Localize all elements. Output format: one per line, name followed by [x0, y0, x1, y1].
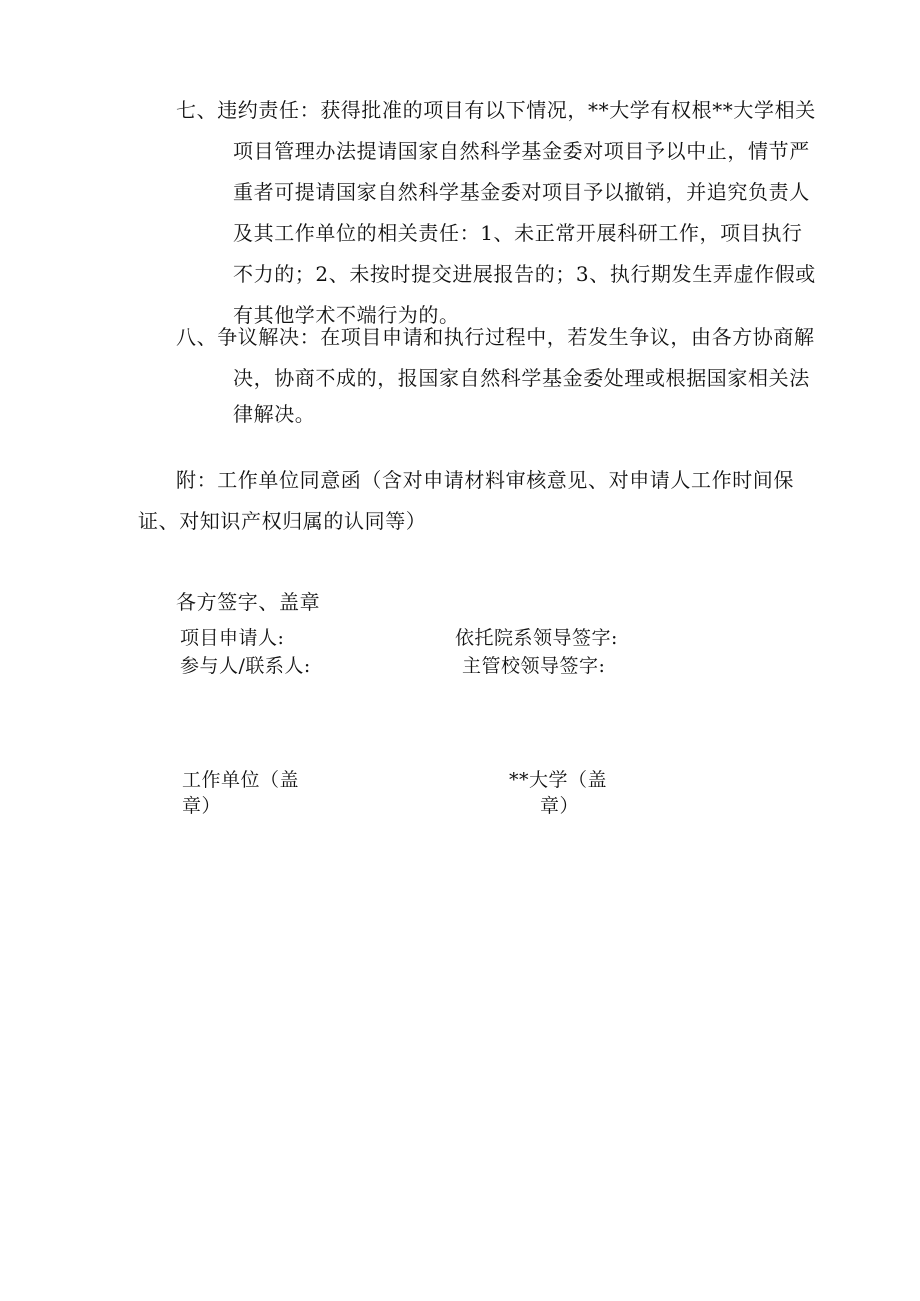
- clause-8-line-3: 律解决。: [233, 402, 316, 426]
- signatures-heading: 各方签字、盖章: [176, 590, 321, 614]
- participant-signature-label: 参与人/联系人:: [180, 655, 311, 677]
- department-leader-signature-label: 依托院系领导签字:: [455, 627, 618, 649]
- university-seal-line-1: **大学（盖: [509, 769, 608, 791]
- university-seal-line-2: 章）: [540, 795, 580, 817]
- clause-7-line-3: 重者可提请国家自然科学基金委对项目予以撤销，并追究负责人: [233, 180, 810, 204]
- attachment-line-2: 证、对知识产权归属的认同等）: [138, 509, 427, 533]
- attachment-line-1: 附：工作单位同意函（含对申请材料审核意见、对申请人工作时间保: [176, 468, 794, 492]
- clause-8-line-1: 八、争议解决：在项目申请和执行过程中，若发生争议，由各方协商解: [176, 325, 815, 349]
- applicant-signature-label: 项目申请人:: [180, 627, 285, 649]
- clause-7-line-1: 七、违约责任：获得批准的项目有以下情况，**大学有权根**大学相关: [176, 98, 816, 122]
- clause-8-line-2: 决，协商不成的，报国家自然科学基金委处理或根据国家相关法: [233, 366, 810, 390]
- clause-7-line-2: 项目管理办法提请国家自然科学基金委对项目予以中止，情节严: [233, 139, 810, 163]
- clause-7-line-5: 不力的；2、未按时提交进展报告的；3、执行期发生弄虚作假或: [233, 262, 816, 286]
- work-unit-seal-line-1: 工作单位（盖: [182, 769, 300, 791]
- clause-7-line-4: 及其工作单位的相关责任：1、未正常开展科研工作，项目执行: [233, 221, 803, 245]
- school-leader-signature-label: 主管校领导签字:: [462, 655, 606, 677]
- work-unit-seal-line-2: 章）: [182, 795, 222, 817]
- clause-7-line-6: 有其他学术不端行为的。: [233, 303, 460, 327]
